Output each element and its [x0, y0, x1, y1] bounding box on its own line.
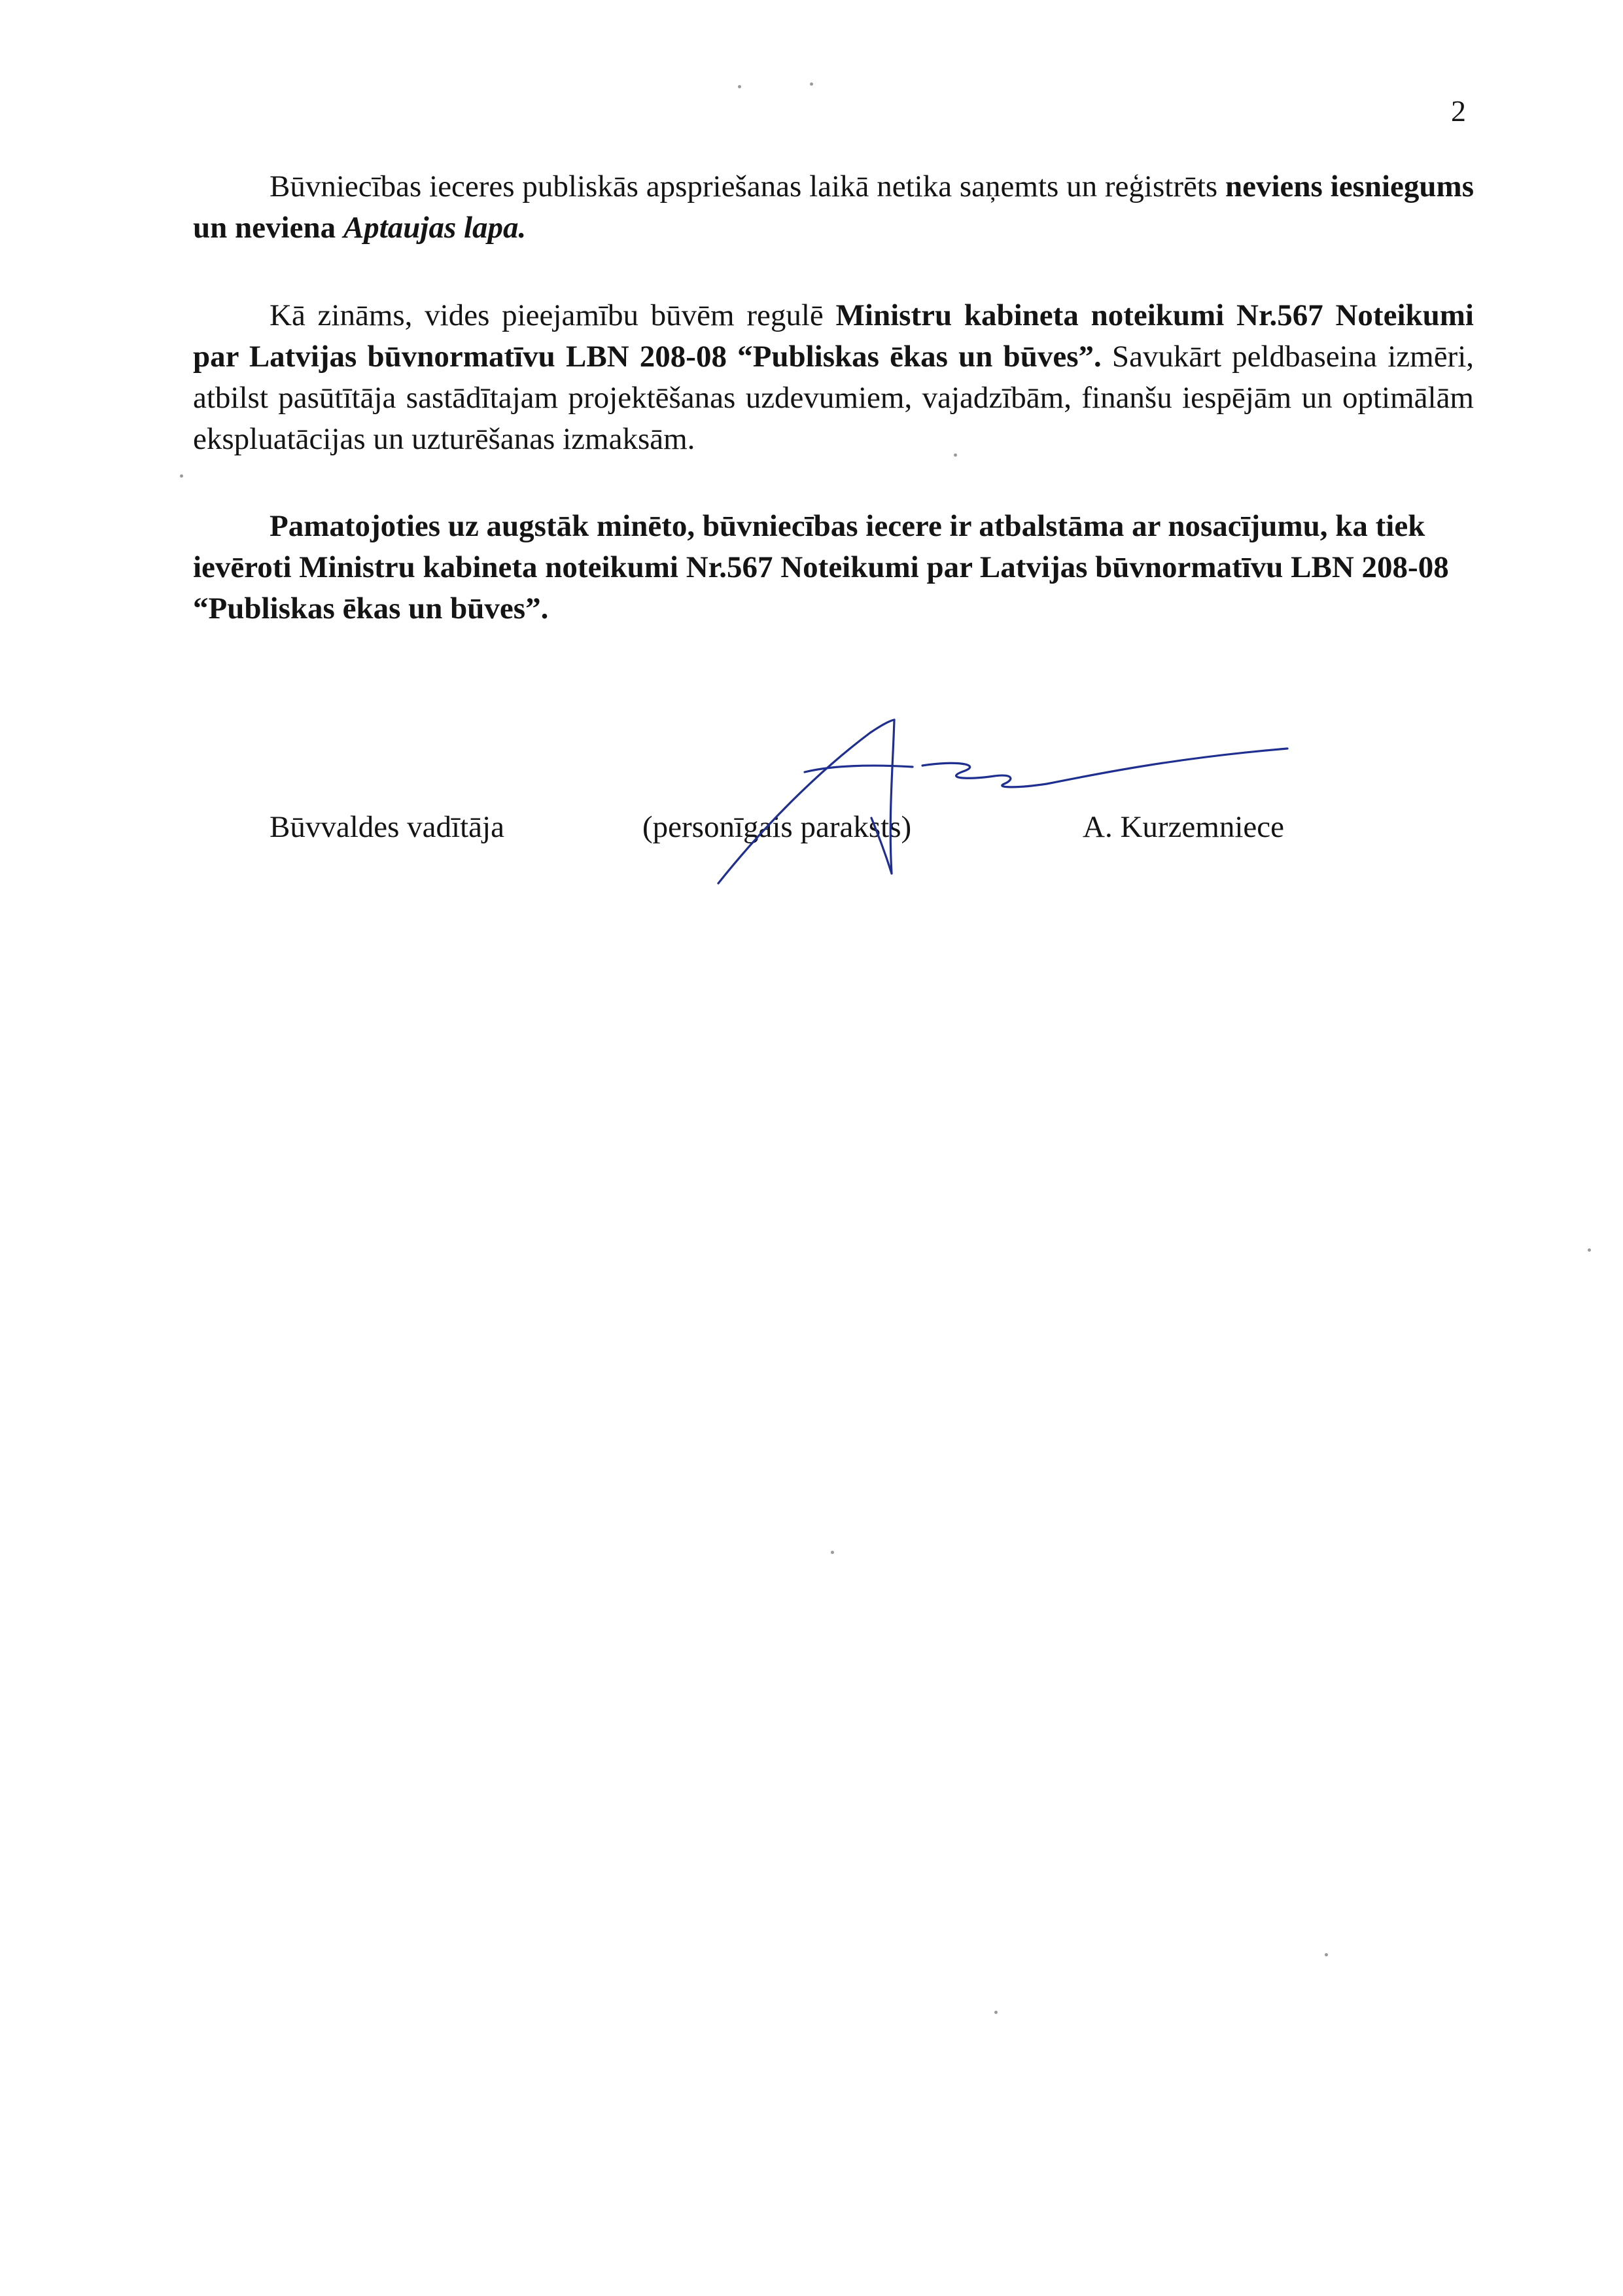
paragraph-1-bold-italic: Aptaujas lapa. [343, 211, 527, 245]
signature-placeholder: (personīgais paraksts) [642, 810, 912, 844]
paragraph-3-bold: Pamatojoties uz augstāk minēto, būvniecības iecere ir atbalstāma ar nosacījumu, ka tiek ievēroti Ministru kabineta noteikumi Nr.567 Noteikumi par Latvijas būvnormatīvu LBN 208-08 “Publiskas ēkas un būves”. [193, 509, 1449, 626]
paragraph-conclusion [193, 506, 1474, 629]
page-number: 2 [1451, 94, 1466, 128]
paragraph-2-text-b: Savukārt peldbaseina izmēri, atbilst pasūtītāja sastādītajam projektēšanas uzdevumiem, vajadzībām, finanšu iespējām un optimālām ekspluatācijas un uzturēšanas izmaksām. [193, 340, 1475, 456]
signatory-title: Būvvaldes vadītāja [270, 810, 504, 844]
scan-speck [738, 85, 741, 88]
paragraph-1-bold: neviens iesniegums un neviena [193, 169, 1474, 245]
paragraph-public-consultation [193, 166, 1474, 249]
scan-speck [810, 82, 813, 86]
scan-speck [1588, 1248, 1591, 1252]
scan-speck [831, 1551, 834, 1554]
paragraph-2-text-a: Kā zināms, vides pieejamību būvēm regulē [270, 298, 836, 332]
paragraph-2-bold: Ministru kabineta noteikumi Nr.567 Noteikumi par Latvijas būvnormatīvu LBN 208-08 “Publiskas ēkas un būves”. [193, 298, 1474, 374]
paragraph-accessibility-regulation [193, 295, 1474, 460]
scan-speck [180, 474, 183, 478]
scan-speck [954, 453, 957, 457]
handwritten-signature [707, 694, 1308, 890]
paragraph-1-text: Būvniecības ieceres publiskās apspriešanas laikā netika saņemts un reģistrēts [270, 169, 1225, 203]
signatory-name: A. Kurzemniece [1083, 810, 1284, 844]
scan-speck [994, 2011, 998, 2014]
scan-speck [1325, 1953, 1328, 1956]
